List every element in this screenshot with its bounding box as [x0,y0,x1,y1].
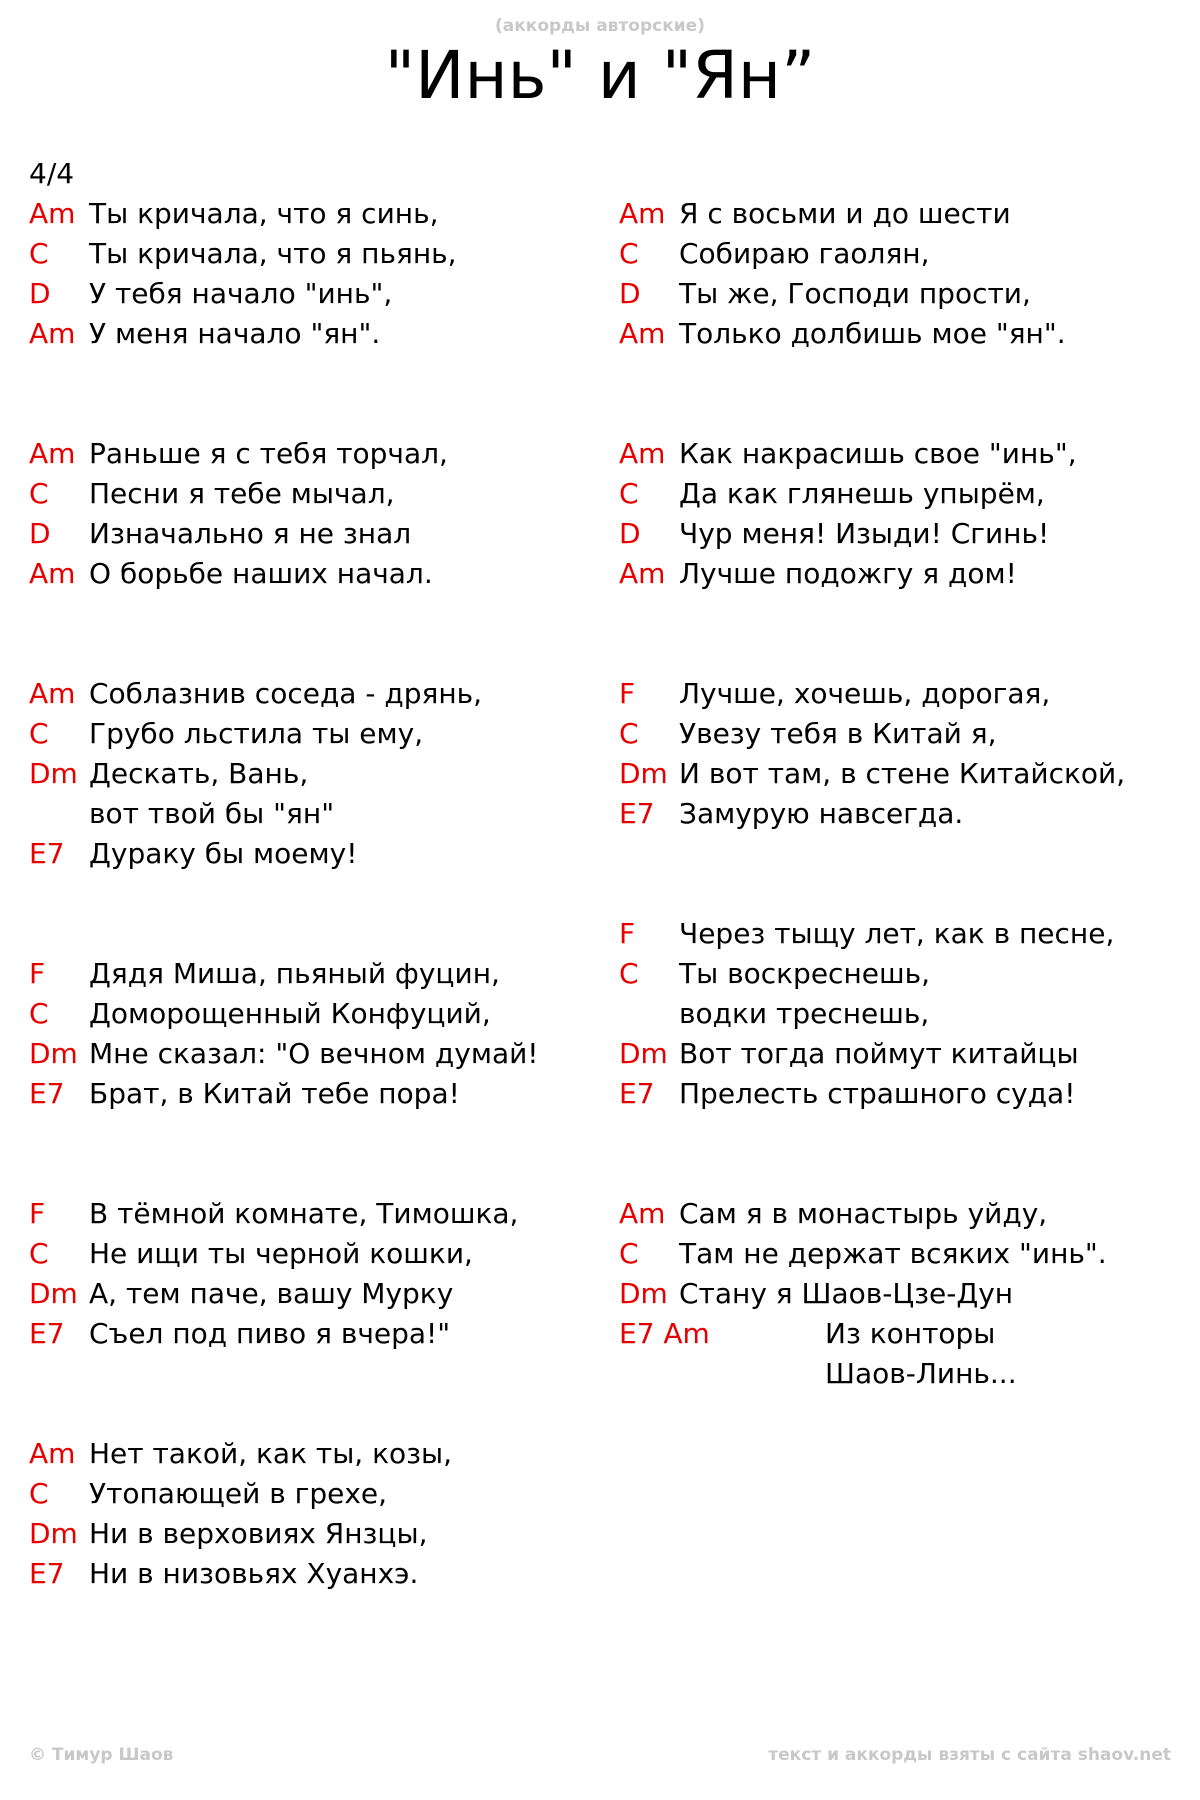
stanza-spacer [29,1354,609,1394]
song-line [619,474,1199,514]
time-signature: 4/4 [29,157,75,190]
lyric-text: Дураку бы моему! [89,837,358,870]
song-line [619,1194,1199,1234]
lyric-text: И вот там, в стене Китайской, [679,757,1126,790]
stanza-spacer [29,594,609,634]
chord-label: Dm [29,1277,78,1310]
lyric-text: Нет такой, как ты, козы, [89,1437,453,1470]
song-line [29,1234,609,1274]
song-line [29,1514,609,1554]
right-column [619,194,1199,1394]
song-line [619,234,1199,274]
song-line [29,754,609,794]
song-line [29,234,609,274]
song-line [619,1074,1199,1114]
song-line [619,274,1199,314]
stanza-spacer [29,874,609,914]
song-line [619,754,1199,794]
song-line [29,1074,609,1114]
lyric-text: Ты кричала, что я синь, [89,197,439,230]
lyric-text: Ты кричала, что я пьянь, [89,237,457,270]
chord-label: C [29,1237,49,1270]
song-line [619,1354,1199,1394]
song-line [29,954,609,994]
copyright-footer: © Тимур Шаов [29,1745,174,1765]
chord-label: F [619,917,636,950]
chord-label: E7 [29,837,65,870]
chord-label: Dm [619,1037,668,1070]
chord-label: Am [619,437,666,470]
chord-label: E7 [619,1077,655,1110]
song-line [29,994,609,1034]
stanza-spacer [29,394,609,434]
lyric-text: Через тыщу лет, как в песне, [679,917,1115,950]
lyric-text: Лучше, хочешь, дорогая, [679,677,1051,710]
chord-label: C [619,1237,639,1270]
stanza-spacer [619,594,1199,634]
song-line [29,714,609,754]
chord-label: E7 [29,1077,65,1110]
song-line [619,1274,1199,1314]
chord-label: Dm [29,1517,78,1550]
song-line [29,474,609,514]
lyric-text: Соблазнив соседа - дрянь, [89,677,483,710]
chord-label: E7 [619,797,655,830]
song-line [619,554,1199,594]
lyric-text: Грубо льстила ты ему, [89,717,424,750]
lyric-text: Не ищи ты черной кошки, [89,1237,473,1270]
song-line [29,834,609,874]
song-line [29,1474,609,1514]
lyric-text: Там не держат всяких "инь". [679,1237,1107,1270]
lyric-text: Я с восьми и до шести [679,197,1011,230]
lyric-text: Увезу тебя в Китай я, [679,717,997,750]
chord-label: D [619,277,641,310]
chord-label: E7 [29,1317,65,1350]
stanza-spacer [619,1114,1199,1154]
song-line [619,714,1199,754]
chord-label: C [619,477,639,510]
stanza-spacer [29,354,609,394]
song-line [619,1234,1199,1274]
stanza-spacer [29,914,609,954]
lyric-text: Раньше я с тебя торчал, [89,437,448,470]
subtitle: (аккорды авторские) [495,16,705,36]
lyric-text: водки треснешь, [679,997,930,1030]
chord-label: Am [29,1437,76,1470]
song-line [29,1274,609,1314]
song-line [29,1194,609,1234]
chord-label: Dm [619,757,668,790]
song-line [619,1314,1199,1354]
lyric-text: Доморощенный Конфуций, [89,997,491,1030]
lyric-text: Чур меня! Изыди! Сгинь! [679,517,1050,550]
song-line [619,954,1199,994]
song-line [29,514,609,554]
lyric-text: Мне сказал: "О вечном думай! [89,1037,539,1070]
lyric-text: Ни в низовьях Хуанхэ. [89,1557,419,1590]
chord-label: F [619,677,636,710]
song-line [29,1434,609,1474]
chord-label: D [29,517,51,550]
song-line [619,514,1199,554]
chord-label: C [29,717,49,750]
lyric-text: Стану я Шаов-Цзе-Дун [679,1277,1014,1310]
chord-label: Am [619,1197,666,1230]
stanza-spacer [29,1154,609,1194]
song-line [29,1034,609,1074]
lyric-text: Утопающей в грехе, [89,1477,388,1510]
stanza-spacer [29,634,609,674]
chord-label: C [29,477,49,510]
stanza-spacer [29,1114,609,1154]
lyric-text: Как накрасишь свое "инь", [679,437,1077,470]
lyric-text: Собираю гаолян, [679,237,930,270]
chord-label: F [29,1197,46,1230]
song-line [29,274,609,314]
song-line [619,1034,1199,1074]
lyric-text: Только долбишь мое "ян". [679,317,1066,350]
song-line [619,194,1199,234]
chord-label: C [29,1477,49,1510]
song-line [619,794,1199,834]
lyric-text: В тёмной комнате, Тимошка, [89,1197,519,1230]
lyric-text: У тебя начало "инь", [89,277,393,310]
song-line [619,994,1199,1034]
lyric-text: вот твой бы "ян" [89,797,335,830]
chord-label: D [619,517,641,550]
song-line [29,794,609,834]
chord-label: Am [29,677,76,710]
lyric-text: Песни я тебе мычал, [89,477,395,510]
left-column [29,194,609,1594]
chord-label: Dm [619,1277,668,1310]
chord-label: Am [29,437,76,470]
lyric-text: Прелесть страшного суда! [679,1077,1076,1110]
chord-label: Am [29,317,76,350]
chord-label: C [619,237,639,270]
song-line [619,314,1199,354]
chord-label: C [619,717,639,750]
lyric-text: Брат, в Китай тебе пора! [89,1077,460,1110]
chord-label: Am [29,557,76,590]
stanza-spacer [619,834,1199,874]
song-line [29,434,609,474]
stanza-spacer [29,1394,609,1434]
song-line [29,674,609,714]
chord-label: D [29,277,51,310]
chord-label: C [29,997,49,1030]
stanza-spacer [619,1154,1199,1194]
lyric-text: Дядя Миша, пьяный фуцин, [89,957,500,990]
song-line [29,314,609,354]
lyric-text: Дескать, Вань, [89,757,309,790]
lyric-text: У меня начало "ян". [89,317,381,350]
lyric-text: Ты воскреснешь, [679,957,931,990]
song-title: "Инь" и "Ян” [384,37,816,114]
lyric-text: Изначально я не знал [89,517,412,550]
chord-label: Am [619,317,666,350]
lyric-text: О борьбе наших начал. [89,557,433,590]
stanza-spacer [619,394,1199,434]
source-footer: текст и аккорды взяты с сайта shaov.net [768,1745,1171,1765]
lyric-text: Ты же, Господи прости, [679,277,1031,310]
lyric-text: Да как глянешь упырём, [679,477,1045,510]
chord-label: Am [29,197,76,230]
chord-label: C [29,237,49,270]
song-line [29,554,609,594]
chord-label: Dm [29,757,78,790]
song-line [619,434,1199,474]
lyric-text: Ни в верховиях Янзцы, [89,1517,428,1550]
song-line [29,1554,609,1594]
stanza-spacer [619,354,1199,394]
lyric-text: А, тем паче, вашу Мурку [89,1277,454,1310]
lyric-text: Лучше подожгу я дом! [679,557,1017,590]
lyric-text: Замурую навсегда. [679,797,964,830]
lyric-text: Сам я в монастырь уйду, [679,1197,1048,1230]
chord-label: Am [619,557,666,590]
chord-label: F [29,957,46,990]
stanza-spacer [619,874,1199,914]
lyric-text: Шаов-Линь... [825,1357,1017,1390]
lyric-text: Вот тогда поймут китайцы [679,1037,1079,1070]
chord-label: E7 Am [619,1317,710,1350]
lyric-text: Съел под пиво я вчера!" [89,1317,451,1350]
song-line [29,194,609,234]
song-line [619,914,1199,954]
chord-label: Dm [29,1037,78,1070]
chord-label: Am [619,197,666,230]
stanza-spacer [619,634,1199,674]
chord-label: C [619,957,639,990]
lyric-text: Из конторы [825,1317,996,1350]
song-line [619,674,1199,714]
song-line [29,1314,609,1354]
chord-label: E7 [29,1557,65,1590]
